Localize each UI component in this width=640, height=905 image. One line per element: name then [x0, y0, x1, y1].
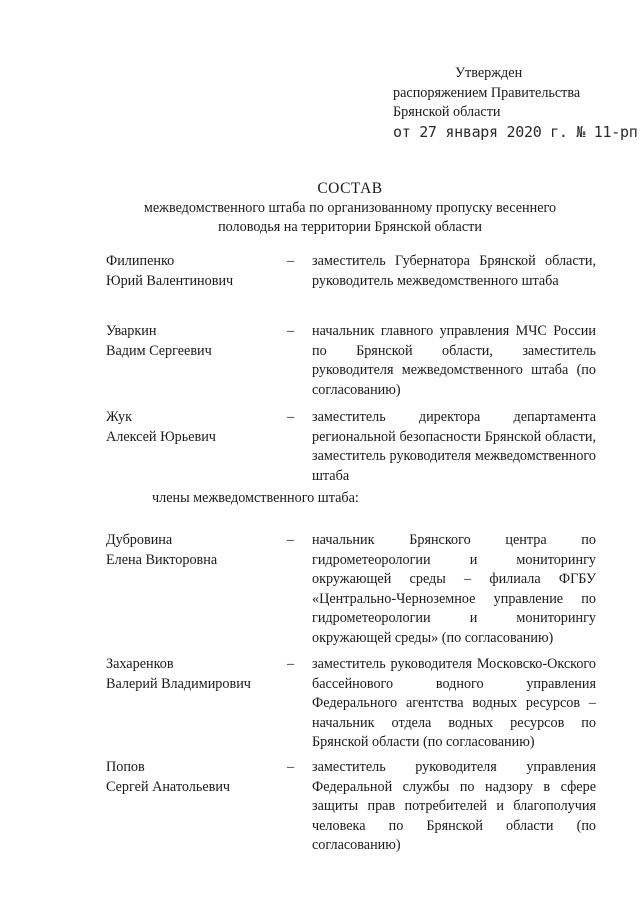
person-given-name: Валерий Владимирович — [106, 675, 251, 692]
person-surname: Дубровина — [106, 532, 173, 548]
person-role: заместитель Губернатора Брянской области, руководитель межведомственного штаба — [312, 253, 596, 289]
person-role: заместитель директора департамента региональной безопасности Брянской области, заместитель руководителя межведомственного штаба — [312, 409, 596, 484]
person-name — [106, 322, 276, 361]
person-surname: Жук — [106, 409, 133, 425]
person-name — [106, 758, 276, 797]
person-role: начальник Брянского центра по гидрометеорологии и мониторингу окружающей среды – филиала ФГБУ «Центрально-Черноземное управление по гидрометеорологии и мониторингу окружающей среды» (по согласованию) — [312, 532, 596, 646]
person-surname: Уваркин — [106, 323, 157, 339]
person-name — [106, 531, 276, 570]
person-name — [106, 252, 276, 291]
title-subtitle-line: половодья на территории Брянской области — [218, 219, 482, 235]
entry-dash: – — [287, 532, 295, 548]
approval-line: Утвержден — [455, 65, 523, 81]
person-given-name: Юрий Валентинович — [106, 272, 234, 289]
members-heading: члены межведомственного штаба: — [152, 490, 359, 506]
title-subtitle-line: межведомственного штаба по организованному пропуску весеннего — [143, 199, 557, 216]
person-role: заместитель руководителя Московско-Окского бассейнового водного управления Федерального агентства водных ресурсов – начальник отдела водных ресурсов по Брянской области (по согласованию) — [312, 656, 596, 750]
approval-stamp: от 27 января 2020 г. № 11-рп — [393, 122, 638, 141]
person-given-name: Алексей Юрьевич — [106, 428, 216, 445]
approval-block — [393, 64, 638, 142]
person-given-name: Елена Викторовна — [106, 551, 218, 568]
document-title — [110, 179, 590, 238]
person-name — [106, 655, 276, 694]
approval-line: распоряжением Правительства — [393, 84, 581, 101]
person-surname: Филипенко — [106, 253, 175, 269]
person-name — [106, 408, 276, 447]
entry-dash: – — [287, 656, 295, 672]
person-role: заместитель руководителя управления Федеральной службы по надзору в сфере защиты прав потребителей и благополучия человека по Брянской области (по согласованию) — [312, 759, 596, 853]
person-given-name: Вадим Сергеевич — [106, 342, 212, 359]
approval-line: Брянской области — [393, 104, 501, 120]
person-surname: Захаренков — [106, 656, 174, 672]
entry-dash: – — [287, 759, 295, 775]
entry-dash: – — [287, 323, 295, 339]
entry-dash: – — [287, 253, 295, 269]
person-given-name: Сергей Анатольевич — [106, 778, 231, 795]
title-main: СОСТАВ — [317, 180, 383, 197]
person-surname: Попов — [106, 759, 145, 775]
entry-dash: – — [287, 409, 295, 425]
person-role: начальник главного управления МЧС России по Брянской области, заместитель руководителя межведомственного штаба (по согласованию) — [312, 323, 596, 398]
